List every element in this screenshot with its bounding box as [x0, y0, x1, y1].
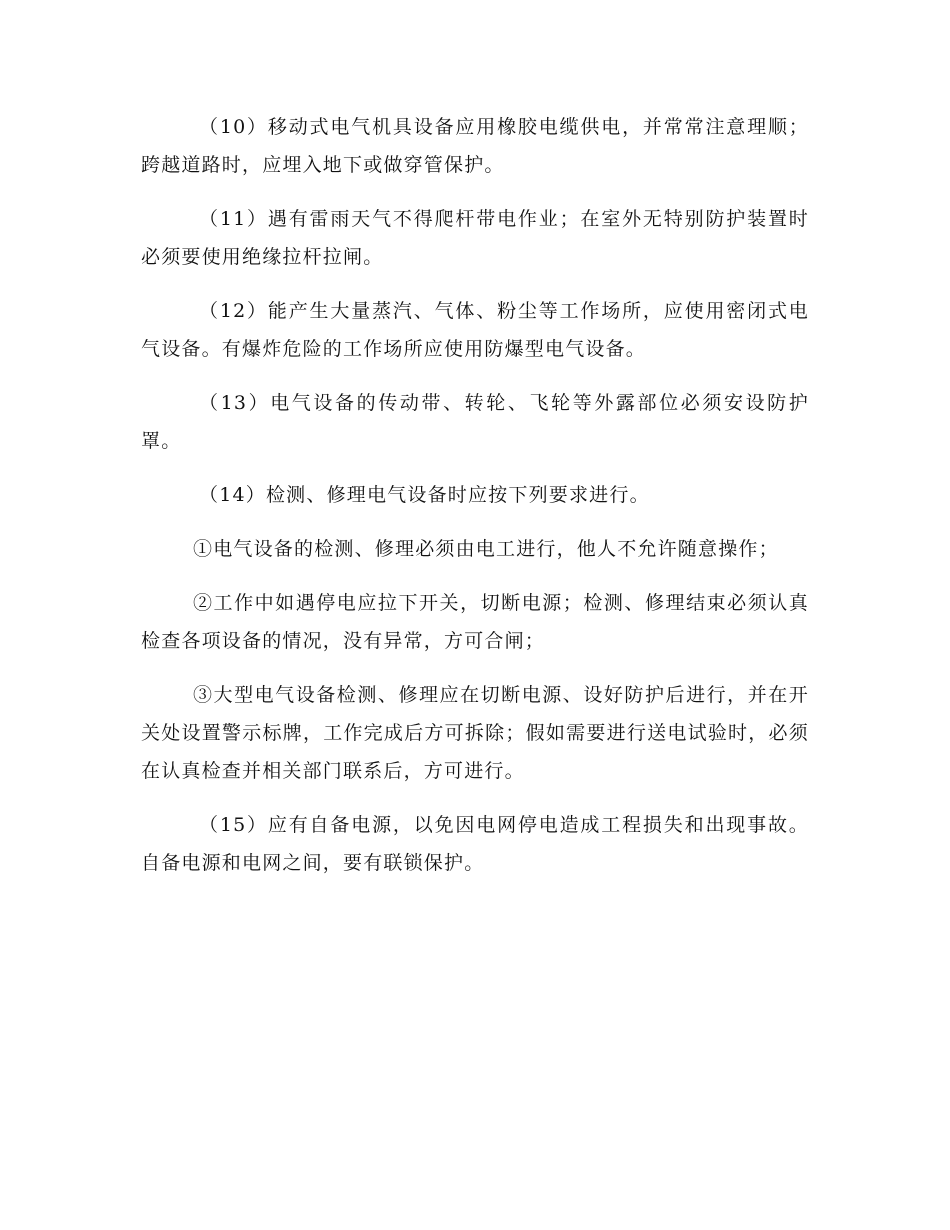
paragraph-item-15: （15）应有自备电源，以免因电网停电造成工程损失和出现事故。自备电源和电网之间，要有联锁保护。	[141, 814, 809, 874]
paragraph-item-10: （10）移动式电气机具设备应用橡胶电缆供电，并常常注意理顺；跨越道路时，应埋入地下或做穿管保护。	[141, 116, 809, 176]
paragraph-item-14: （14）检测、修理电气设备时应按下列要求进行。	[199, 484, 650, 506]
paragraph-item-13: （13）电气设备的传动带、转轮、飞轮等外露部位必须安设防护罩。	[141, 392, 809, 452]
paragraph-item-11: （11）遇有雷雨天气不得爬杆带电作业；在室外无特别防护装置时必须要使用绝缘拉杆拉闸。	[141, 208, 809, 268]
paragraph-item-12: （12）能产生大量蒸汽、气体、粉尘等工作场所，应使用密闭式电气设备。有爆炸危险的工作场所应使用防爆型电气设备。	[141, 300, 809, 360]
document-body	[141, 108, 809, 898]
paragraph-subitem-2: ②工作中如遇停电应拉下开关，切断电源；检测、修理结束必须认真检查各项设备的情况，没有异常，方可合闸；	[141, 592, 809, 652]
paragraph-subitem-1: ①电气设备的检测、修理必须由电工进行，他人不允许随意操作；	[193, 538, 779, 560]
paragraph-subitem-3: ③大型电气设备检测、修理应在切断电源、设好防护后进行，并在开关处设置警示标牌，工作完成后方可拆除；假如需要进行送电试验时，必须在认真检查并相关部门联系后，方可进行。	[141, 684, 809, 782]
